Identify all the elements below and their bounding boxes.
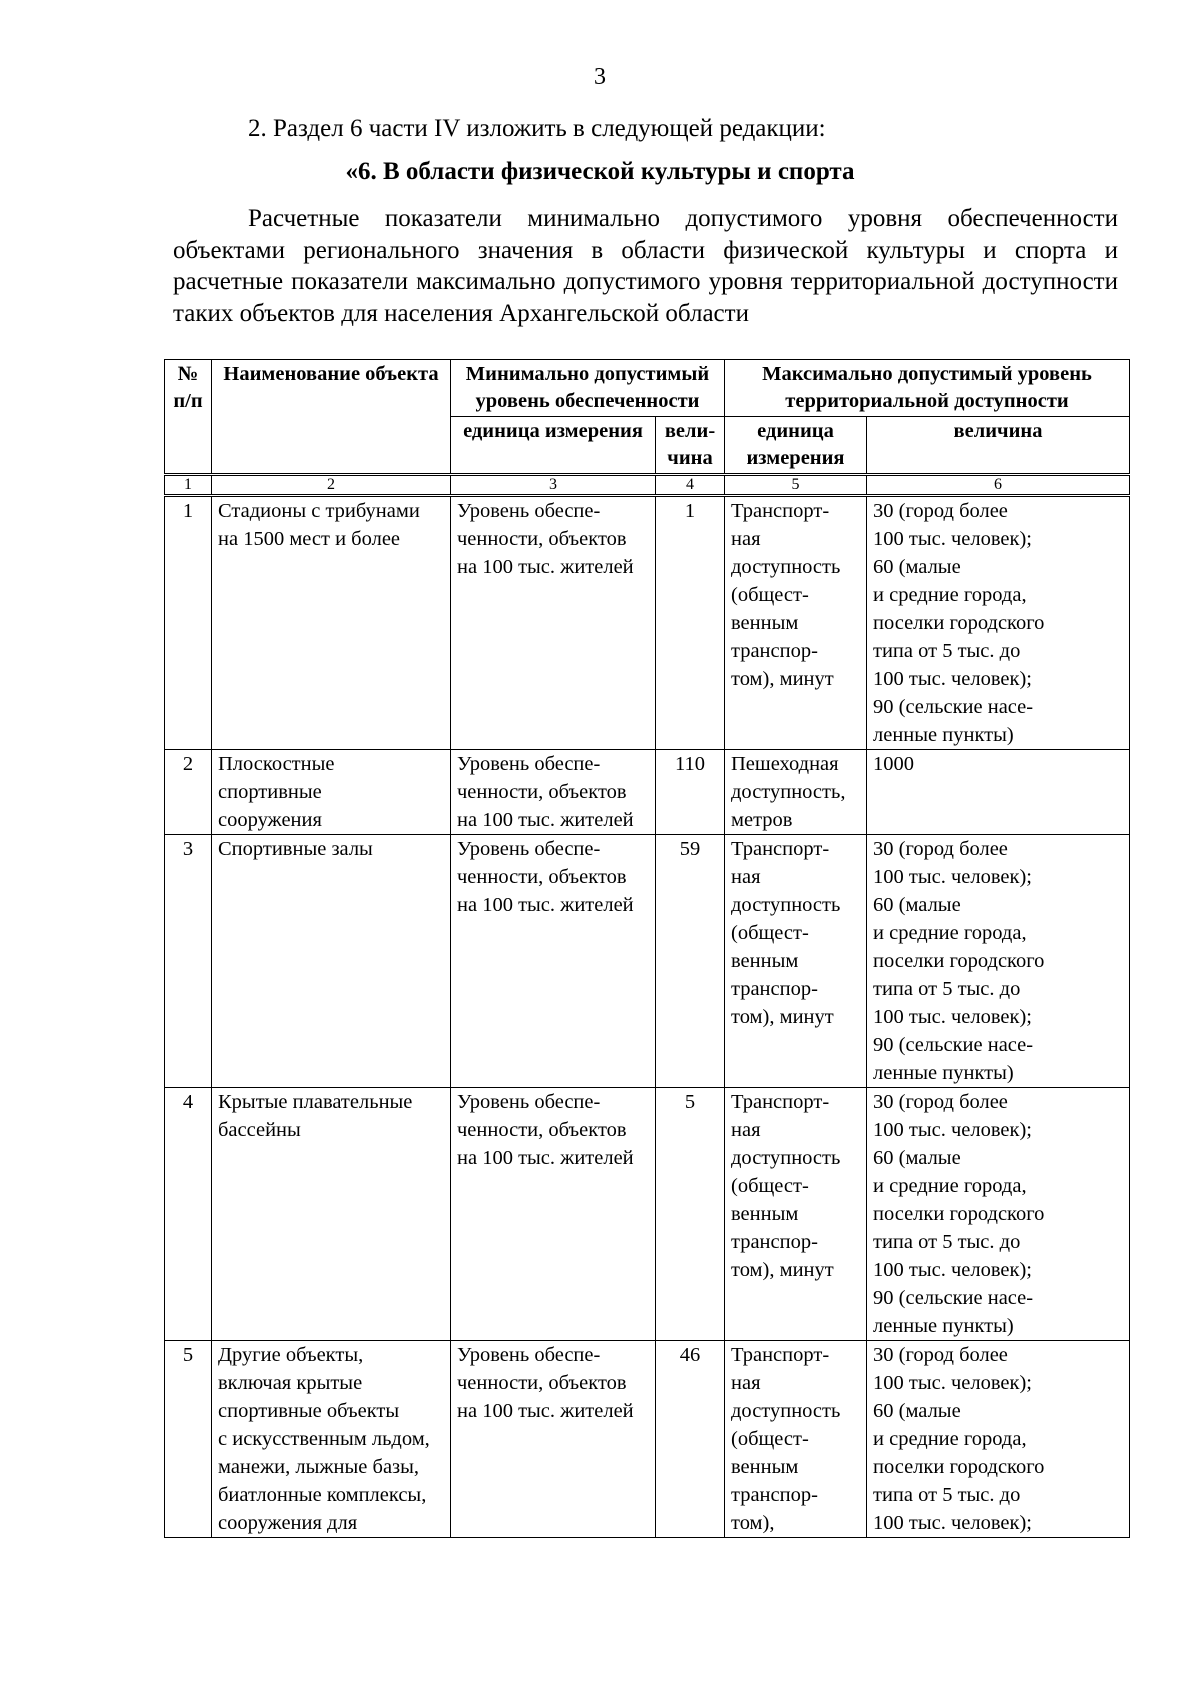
- column-number: 6: [867, 475, 1130, 496]
- max-level-value: 30 (город более 100 тыс. человек); 60 (малые и средние города, поселки городского типа от 5 тыс. до 100 тыс. человек); 90 (сельские насе- ленные пункты): [867, 1088, 1130, 1341]
- norms-table: [164, 359, 1130, 1538]
- object-name: Крытые плавательные бассейны: [212, 1088, 451, 1341]
- header-value-2: величина: [867, 417, 1130, 475]
- min-level-value: 1: [656, 496, 725, 750]
- table-row: [165, 835, 1130, 1088]
- table-row: [165, 496, 1130, 750]
- header-min-level: Минимально допустимый уровень обеспеченности: [451, 360, 725, 417]
- table-row: [165, 1088, 1130, 1341]
- object-name: Плоскостные спортивные сооружения: [212, 750, 451, 835]
- page-number: 3: [594, 64, 606, 90]
- max-level-unit: Пешеходная доступность, метров: [725, 750, 867, 835]
- min-level-unit: Уровень обеспе- ченности, объектов на 100 тыс. жителей: [451, 835, 656, 1088]
- max-level-value: 30 (город более 100 тыс. человек); 60 (малые и средние города, поселки городского типа от 5 тыс. до 100 тыс. человек); 90 (сельские насе- ленные пункты): [867, 835, 1130, 1088]
- min-level-unit: Уровень обеспе- ченности, объектов на 100 тыс. жителей: [451, 496, 656, 750]
- row-number: 2: [165, 750, 212, 835]
- table-row: [165, 750, 1130, 835]
- min-level-unit: Уровень обеспе- ченности, объектов на 100 тыс. жителей: [451, 1341, 656, 1538]
- header-value-1: вели- чина: [656, 417, 725, 475]
- max-level-unit: Транспорт- ная доступность (общест- венным транспор- том), минут: [725, 835, 867, 1088]
- min-level-value: 59: [656, 835, 725, 1088]
- table-body: [165, 496, 1130, 1538]
- header-name: Наименование объекта: [212, 360, 451, 475]
- object-name: Другие объекты, включая крытые спортивные объекты с искусственным льдом, манежи, лыжные базы, биатлонные комплексы, сооружения для: [212, 1341, 451, 1538]
- row-number: 5: [165, 1341, 212, 1538]
- min-level-unit: Уровень обеспе- ченности, объектов на 100 тыс. жителей: [451, 1088, 656, 1341]
- table-row: [165, 1341, 1130, 1538]
- row-number: 1: [165, 496, 212, 750]
- column-numbers-row: [165, 475, 1130, 496]
- column-number: 2: [212, 475, 451, 496]
- row-number: 3: [165, 835, 212, 1088]
- max-level-unit: Транспорт- ная доступность (общест- венным транспор- том), минут: [725, 496, 867, 750]
- intro-text: 2. Раздел 6 части IV изложить в следующей редакции:: [248, 115, 826, 142]
- column-number: 4: [656, 475, 725, 496]
- object-name: Стадионы с трибунами на 1500 мест и более: [212, 496, 451, 750]
- column-number: 1: [165, 475, 212, 496]
- column-number: 5: [725, 475, 867, 496]
- max-level-value: 30 (город более 100 тыс. человек); 60 (малые и средние города, поселки городского типа от 5 тыс. до 100 тыс. человек);: [867, 1341, 1130, 1538]
- max-level-value: 1000: [867, 750, 1130, 835]
- min-level-value: 110: [656, 750, 725, 835]
- header-num: № п/п: [165, 360, 212, 475]
- column-number: 3: [451, 475, 656, 496]
- min-level-value: 46: [656, 1341, 725, 1538]
- row-number: 4: [165, 1088, 212, 1341]
- max-level-unit: Транспорт- ная доступность (общест- венным транспор- том), минут: [725, 1088, 867, 1341]
- header-unit-1: единица измерения: [451, 417, 656, 475]
- header-max-level: Максимально допустимый уровень территориальной доступности: [725, 360, 1130, 417]
- section-heading: «6. В области физической культуры и спорта: [345, 158, 855, 185]
- object-name: Спортивные залы: [212, 835, 451, 1088]
- description-paragraph: Расчетные показатели минимально допустимого уровня обеспеченности объектами регионального значения в области физической культуры и спорта и расчетные показатели максимально допустимого уровня территориальной доступности таких объектов для населения Архангельской области: [173, 205, 1118, 327]
- min-level-unit: Уровень обеспе- ченности, объектов на 100 тыс. жителей: [451, 750, 656, 835]
- max-level-unit: Транспорт- ная доступность (общест- венным транспор- том),: [725, 1341, 867, 1538]
- min-level-value: 5: [656, 1088, 725, 1341]
- header-unit-2: единица измерения: [725, 417, 867, 475]
- max-level-value: 30 (город более 100 тыс. человек); 60 (малые и средние города, поселки городского типа от 5 тыс. до 100 тыс. человек); 90 (сельские насе- ленные пункты): [867, 496, 1130, 750]
